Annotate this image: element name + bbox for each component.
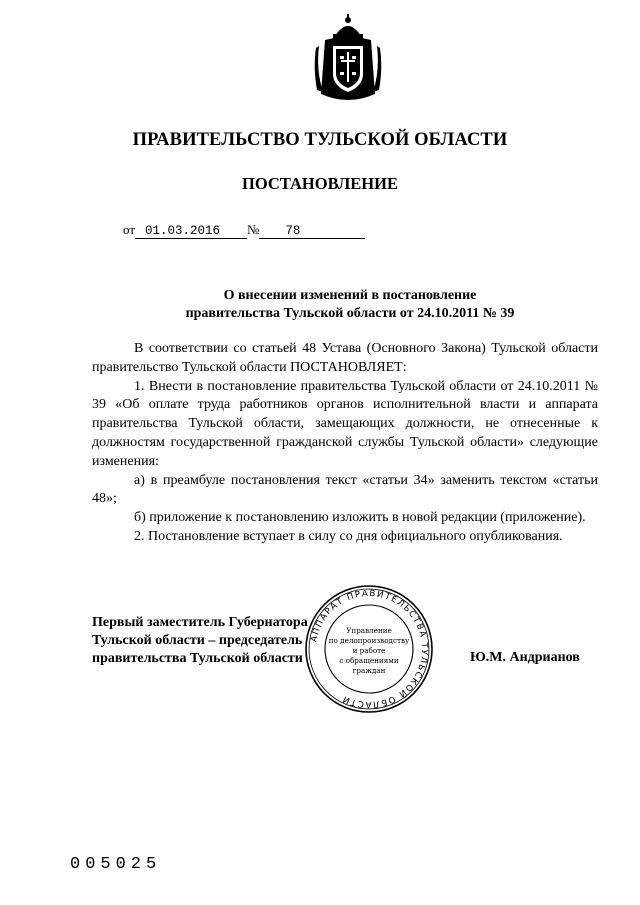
date-prefix: от — [123, 222, 136, 237]
stamp-center-line: Управление — [346, 626, 392, 635]
signatory-position-line: Первый заместитель Губернатора — [92, 615, 308, 630]
stamp-center-line: и работе — [352, 646, 386, 655]
stamp-center-line: граждан — [352, 666, 386, 675]
document-type: ПОСТАНОВЛЕНИЕ — [242, 174, 398, 193]
body-paragraph: б) приложение к постановлению изложить в новой редакции (приложение). — [134, 510, 586, 526]
signatory-name: Ю.М. Андрианов — [470, 650, 580, 665]
body-paragraph: а) в преамбуле постановления текст «статьи 34» заменить текстом «статьи 48»; — [92, 472, 598, 507]
date-number-line — [123, 222, 365, 239]
body-paragraph: 2. Постановление вступает в силу со дня официального опубликования. — [134, 528, 563, 544]
stamp-center-line: по делопроизводству — [328, 636, 410, 645]
official-stamp — [303, 583, 435, 715]
coat-of-arms-icon — [313, 14, 383, 106]
signatory-position — [92, 614, 308, 668]
document-heading — [0, 287, 640, 323]
document-date: 01.03.2016 — [135, 224, 247, 239]
document-number: 78 — [259, 224, 365, 239]
body-paragraph: 1. Внести в постановление правительства Тульской области от 24.10.2011 № 39 «Об оплате труда работников органов исполнительной власти и аппарата правительства Тульской области, замещающих должности, не отнесенные к должностям государственной гражданской службы Тульской области» следующие изменения: — [92, 378, 598, 469]
number-sign: № — [247, 222, 260, 237]
stamp-ring-text: АППАРАТ ПРАВИТЕЛЬСТВА ТУЛЬСКОЙ ОБЛАСТИ — [309, 588, 430, 710]
heading-line: правительства Тульской области от 24.10.2011 № 39 — [185, 306, 515, 321]
signatory-position-line: правительства Тульской области — [92, 651, 303, 666]
serial-number: 005025 — [70, 855, 162, 874]
signatory-position-line: Тульской области – председатель — [92, 633, 303, 648]
heading-line: О внесении изменений в постановление — [223, 288, 477, 303]
org-title: ПРАВИТЕЛЬСТВО ТУЛЬСКОЙ ОБЛАСТИ — [132, 130, 508, 150]
document-body — [92, 340, 598, 547]
stamp-center-line: с обращениями — [339, 656, 399, 665]
body-paragraph: В соответствии со статьей 48 Устава (Основного Закона) Тульской области правительство Тульской области ПОСТАНОВЛЯЕТ: — [92, 341, 598, 375]
